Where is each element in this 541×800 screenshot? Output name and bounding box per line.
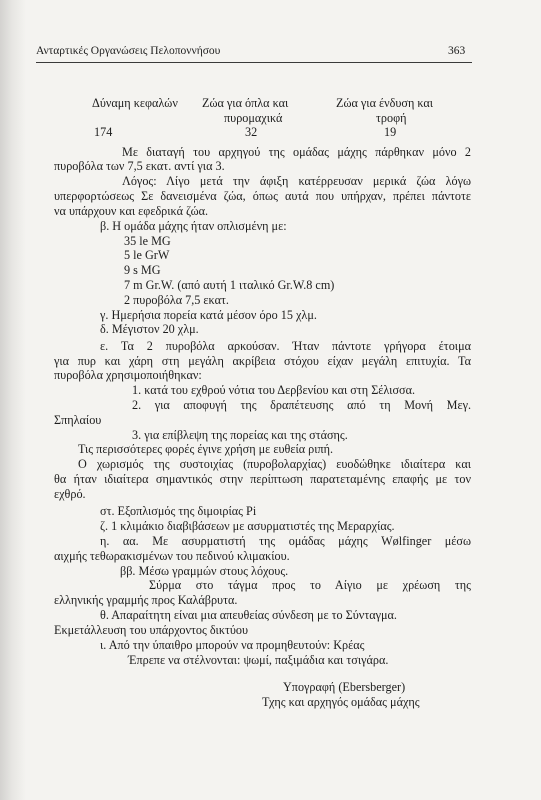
table-col3-header-line2: τροφή (376, 111, 407, 125)
text-line: 5 le GrW (124, 248, 170, 262)
page-number: 363 (448, 45, 466, 57)
text-line: Ο χωρισμός της συστοιχίας (πυροβολαρχίας) ευοδώθηκε ιδιαίτερα και (78, 457, 471, 471)
text-line: υπερφορτώσεως Σε δανεισμένα ζώα, όπως αυτά που υπήρχαν, πρέπει πάντοτε (54, 189, 471, 203)
text-line: για πυρ και χάρη στη μεγάλη ακρίβεια στόχου είχαν μεγάλη επιτυχία. Τα (54, 354, 471, 368)
text-line: ελληνικής γραμμής προς Καλάβρυτα. (54, 593, 238, 607)
text-line: 2. για αποφυγή της δραπέτευσης από τη Μονή Μεγ. (132, 398, 471, 412)
text-line: Με διαταγή του αρχηγού της ομάδας μάχης πάρθηκαν μόνο 2 (122, 145, 471, 159)
text-line: ζ. 1 κλιμάκιο διαβιβάσεων με ασυρματιστές της Μεραρχίας. (100, 519, 395, 533)
text-line: αιχμής τεθωρακισμένων του πεδινού κλιμακίου. (54, 549, 290, 563)
text-line: Τις περισσότερες φορές έγινε χρήση με ευθεία ριπή. (78, 442, 334, 456)
text-line: β. Η ομάδα μάχης ήταν οπλισμένη με: (100, 219, 287, 233)
text-line: ι. Από την ύπαιθρο μπορούν να προμηθευτούν: Κρέας (100, 638, 365, 652)
text-line: θ. Απαραίτητη είναι μια απευθείας σύνδεση με το Σύνταγμα. (100, 608, 397, 622)
text-line: 3. για επίβλεψη της πορείας και της στάσης. (132, 428, 348, 442)
text-line: Σπηλαίου (54, 413, 102, 427)
table-col3-value: 19 (384, 125, 397, 139)
text-line: 2 πυροβόλα 7,5 εκατ. (124, 293, 229, 307)
text-line: 7 m Gr.W. (από αυτή 1 ιταλικό Gr.W.8 cm) (124, 278, 335, 292)
table-col2-value: 32 (245, 125, 258, 139)
text-line: πυροβόλα των 7,5 εκατ. αντί για 3. (54, 159, 225, 173)
table-col1-header: Δύναμη κεφαλών (92, 96, 178, 110)
table-col1-value: 174 (94, 125, 113, 139)
table-col3-header-line1: Ζώα για ένδυση και (336, 96, 434, 110)
table-col2-header-line2: πυρομαχικά (224, 111, 283, 125)
text-line: θα ήταν ιδιαίτερα σημαντικός στην περίπτωση παρατεταμένης επαφής με τον (54, 472, 471, 486)
signature-line-1: Υπογραφή (Ebersberger) (283, 680, 406, 694)
text-line: 35 le MG (124, 234, 171, 248)
header-rule (36, 62, 472, 63)
text-line: Έπρεπε να στέλνονται: ψωμί, παξιμάδια και τσιγάρα. (128, 653, 389, 667)
text-line: 9 s MG (124, 263, 161, 277)
text-line: Σύρμα στο τάγμα προς το Αίγιο με χρέωση της (149, 578, 471, 592)
text-line: εχθρό. (54, 487, 86, 501)
signature-line-2: Τχης και αρχηγός ομάδας μάχης (262, 695, 420, 709)
text-line: δ. Μέγιστον 20 χλμ. (100, 322, 199, 336)
text-line: η. αα. Με ασυρματιστή της ομάδας μάχης Wølfinger μέσω (100, 534, 471, 548)
running-title: Ανταρτικές Οργανώσεις Πελοποννήσου (36, 45, 221, 57)
text-line: ββ. Μέσω γραμμών στους λόχους. (120, 564, 289, 578)
text-line: ε. Τα 2 πυροβόλα αρκούσαν. Ήταν πάντοτε γρήγορα έτοιμα (100, 339, 471, 353)
scan-shadow-edge (0, 0, 26, 800)
text-line: γ. Ημερήσια πορεία κατά μέσον όρο 15 χλμ. (100, 308, 317, 322)
table-col2-header-line1: Ζώα για όπλα και (202, 96, 289, 110)
text-line: Εκμετάλλευση του υπάρχοντος δικτύου (54, 623, 249, 637)
text-line: 1. κατά του εχθρού νότια του Δερβενίου και στη Σέλισσα. (132, 383, 416, 397)
text-line: στ. Εξοπλισμός της διμοιρίας Pi (100, 504, 257, 518)
text-line: πυροβόλα χρησιμοποιήθηκαν: (54, 368, 202, 382)
text-line: να υπάρχουν και εφεδρικά ζώα. (54, 204, 209, 218)
text-line: Λόγος: Λίγο μετά την άφιξη κατέρρευσαν μερικά ζώα λόγω (122, 174, 471, 188)
